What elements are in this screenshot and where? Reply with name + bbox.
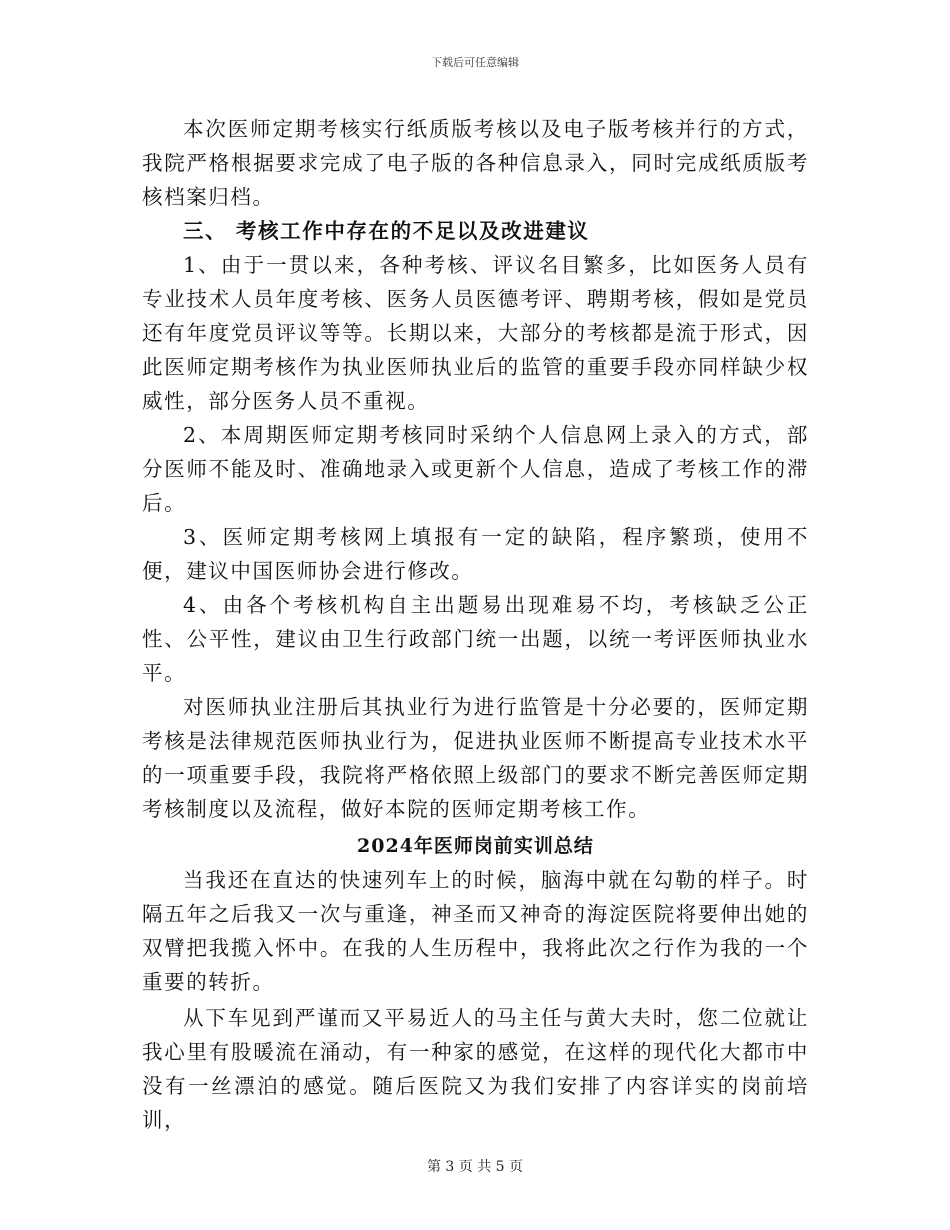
list-item-3: 3、医师定期考核网上填报有一定的缺陷，程序繁琐，使用不便，建议中国医师协会进行修改。: [142, 525, 809, 583]
second-paragraph-2: 从下车见到严谨而又平易近人的马主任与黄大夫时，您二位就让我心里有股暖流在涌动，有一种家的感觉，在这样的现代化大都市中没有一丝漂泊的感觉。随后医院又为我们安排了内容详实的岗前培训，: [142, 1006, 809, 1132]
intro-paragraph: 本次医师定期考核实行纸质版考核以及电子版考核并行的方式，我院严格根据要求完成了电子版的各种信息录入，同时完成纸质版考核档案归档。: [142, 117, 809, 209]
second-document-title: 2024年医师岗前实训总结: [357, 835, 594, 857]
list-item-2: 2、本周期医师定期考核同时采纳个人信息网上录入的方式，部分医师不能及时、准确地录入或更新个人信息，造成了考核工作的滞后。: [142, 423, 809, 515]
section-heading: 三、 考核工作中存在的不足以及改进建议: [183, 219, 590, 243]
header-note: 下载后可任意编辑: [431, 56, 519, 69]
document-body: [142, 112, 809, 1137]
page-indicator: 第 3 页 共 5 页: [426, 1159, 524, 1175]
list-item-4: 4、由各个考核机构自主出题易出现难易不均，考核缺乏公正性、公平性，建议由卫生行政部门统一出题，以统一考评医师执业水平。: [142, 593, 809, 685]
list-item-1: 1、由于一贯以来，各种考核、评议名目繁多，比如医务人员有专业技术人员年度考核、医务人员医德考评、聘期考核，假如是党员还有年度党员评议等等。长期以来，大部分的考核都是流于形式，因此医师定期考核作为执业医师执业后的监管的重要手段亦同样缺少权威性，部分医务人员不重视。: [142, 253, 809, 413]
closing-paragraph: 对医师执业注册后其执业行为进行监管是十分必要的，医师定期考核是法律规范医师执业行为，促进执业医师不断提高专业技术水平的一项重要手段，我院将严格依照上级部门的要求不断完善医师定期考核制度以及流程，做好本院的医师定期考核工作。: [142, 695, 809, 821]
second-paragraph-1: 当我还在直达的快速列车上的时候，脑海中就在勾勒的样子。时隔五年之后我又一次与重逢，神圣而又神奇的海淀医院将要伸出她的双臂把我揽入怀中。在我的人生历程中，我将此次之行作为我的一个重要的转折。: [142, 868, 809, 994]
